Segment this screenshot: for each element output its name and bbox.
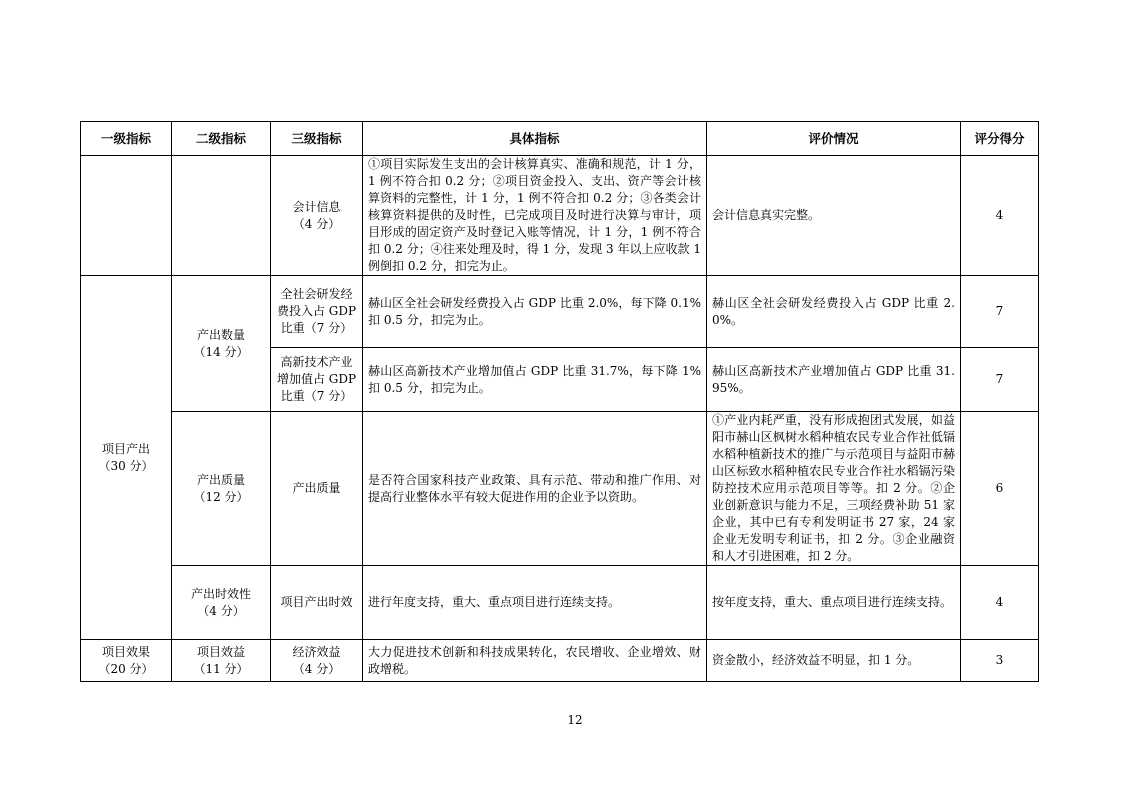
indicator-cell: 赫山区高新技术产业增加值占 GDP 比重 31.7%，每下降 1%扣 0.5 分，扣完为止。 <box>363 348 707 412</box>
level2-cell <box>172 276 271 412</box>
level3-score: （4 分） <box>292 216 341 231</box>
level1-score: （20 分） <box>98 661 154 676</box>
level1-name: 项目产出 <box>101 441 150 456</box>
evaluation-cell: 会计信息真实完整。 <box>707 156 961 276</box>
level1-score: （30 分） <box>98 458 154 473</box>
level2-name: 产出质量 <box>196 472 245 487</box>
header-level3: 三级指标 <box>271 122 363 156</box>
points-cell: 7 <box>961 348 1039 412</box>
indicator-cell: 赫山区全社会研发经费投入占 GDP 比重 2.0%，每下降 0.1%扣 0.5 分，扣完为止。 <box>363 276 707 348</box>
evaluation-cell: ①产业内耗严重，没有形成抱团式发展，如益阳市赫山区枫树水稻种植农民专业合作社低镉水稻种植新技术的推广与示范项目与益阳市赫山区标致水稻种植农民专业合作社水稻镉污染防控技术应用示范项目等等。扣 2 分。②企业创新意识与能力不足，三项经费补助 51 家企业，其中已有专利发明证书 27 家，24 家企业无发明专利证书，扣 2 分。③企业融资和人才引进困难，扣 2 分。 <box>707 412 961 566</box>
points-cell: 4 <box>961 566 1039 640</box>
level3-name: 经济效益 <box>292 644 341 659</box>
header-evaluation: 评价情况 <box>707 122 961 156</box>
evaluation-cell: 按年度支持，重大、重点项目进行连续支持。 <box>707 566 961 640</box>
points-cell: 4 <box>961 156 1039 276</box>
table-row <box>81 640 1039 682</box>
level2-score: （14 分） <box>193 344 249 359</box>
level3-cell <box>271 156 363 276</box>
level3-name: 高新技术产业增加值占 GDP 比重（7 分） <box>276 355 357 403</box>
table-row <box>81 566 1039 640</box>
level2-cell <box>172 640 271 682</box>
level2-score: （12 分） <box>193 489 249 504</box>
level1-cell <box>81 276 172 640</box>
header-row <box>81 122 1039 156</box>
level2-score: （11 分） <box>193 661 249 676</box>
level3-cell <box>271 412 363 566</box>
header-level2: 二级指标 <box>172 122 271 156</box>
level3-name: 会计信息 <box>292 199 341 214</box>
level2-cell <box>172 412 271 566</box>
indicator-cell: ①项目实际发生支出的会计核算真实、准确和规范，计 1 分，1 例不符合扣 0.2 分；②项目资金投入、支出、资产等会计核算资料的完整性，计 1 分，1 例不符合扣 0.2 分；③各类会计核算资料提供的及时性，已完成项目及时进行决算与审计，项目形成的固定资产及时登记入账等情况，计 1 分，1 例不符合扣 0.2 分；④往来处理及时，得 1 分，发现 3 年以上应收款 1 例倒扣 0.2 分，扣完为止。 <box>363 156 707 276</box>
level3-cell <box>271 566 363 640</box>
indicator-cell: 进行年度支持，重大、重点项目进行连续支持。 <box>363 566 707 640</box>
header-level1: 一级指标 <box>81 122 172 156</box>
level1-name: 项目效果 <box>101 644 150 659</box>
level3-name: 项目产出时效 <box>280 595 353 609</box>
evaluation-cell: 赫山区全社会研发经费投入占 GDP 比重 2.0%。 <box>707 276 961 348</box>
indicator-cell: 大力促进技术创新和科技成果转化，农民增收、企业增效、财政增税。 <box>363 640 707 682</box>
indicator-cell: 是否符合国家科技产业政策、具有示范、带动和推广作用、对提高行业整体水平有较大促进作用的企业予以资助。 <box>363 412 707 566</box>
level2-name: 产出时效性 <box>190 586 251 601</box>
level2-name: 项目效益 <box>196 644 245 659</box>
level3-name: 产出质量 <box>292 481 341 495</box>
evaluation-cell: 赫山区高新技术产业增加值占 GDP 比重 31.95%。 <box>707 348 961 412</box>
level3-cell <box>271 348 363 412</box>
level2-score: （4 分） <box>197 603 245 618</box>
level1-cell-empty <box>81 156 172 276</box>
points-cell: 3 <box>961 640 1039 682</box>
header-points: 评分得分 <box>961 122 1039 156</box>
evaluation-cell: 资金散小，经济效益不明显，扣 1 分。 <box>707 640 961 682</box>
level3-cell <box>271 276 363 348</box>
level3-score: （4 分） <box>292 661 341 676</box>
level2-cell <box>172 566 271 640</box>
table-row <box>81 156 1039 276</box>
level1-cell <box>81 640 172 682</box>
level3-cell <box>271 640 363 682</box>
level2-name: 产出数量 <box>196 327 245 342</box>
table-row <box>81 412 1039 566</box>
level3-name: 全社会研发经费投入占 GDP 比重（7 分） <box>276 287 357 335</box>
evaluation-table <box>80 121 1039 682</box>
points-cell: 6 <box>961 412 1039 566</box>
page-number: 12 <box>567 713 583 727</box>
points-cell: 7 <box>961 276 1039 348</box>
level2-cell-empty <box>172 156 271 276</box>
header-indicator: 具体指标 <box>363 122 707 156</box>
table-row <box>81 276 1039 348</box>
